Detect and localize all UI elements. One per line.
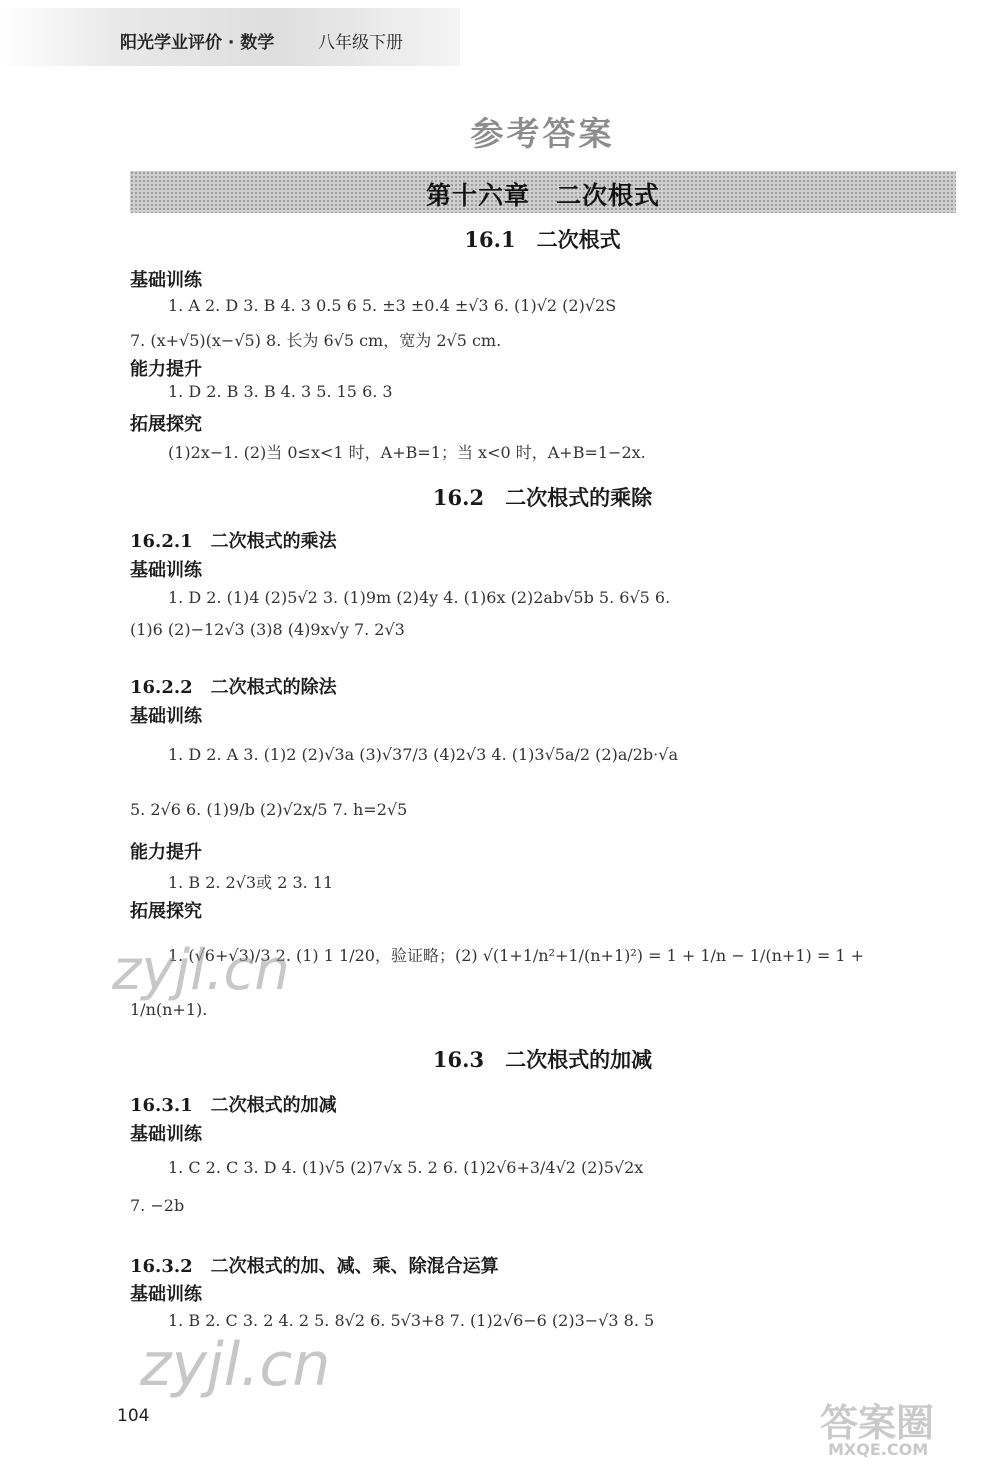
- subsection-title-16-2-2: 16.2.2 二次根式的除法: [130, 677, 337, 698]
- basic-training-label: 基础训练: [130, 706, 202, 727]
- answer-line: 1. B 2. 2√3或 2 3. 11: [168, 873, 334, 892]
- subsection-title-16-3-2: 16.3.2 二次根式的加、减、乘、除混合运算: [130, 1256, 499, 1277]
- basic-training-label: 基础训练: [130, 1124, 202, 1145]
- chapter-bar: [130, 171, 956, 213]
- answer-line: 1. C 2. C 3. D 4. (1)√5 (2)7√x 5. 2 6. (1)2√6+3/4√2 (2)5√2x: [168, 1158, 644, 1177]
- watermark-logo-text: 答案圈: [820, 1401, 935, 1445]
- answer-line: 7. −2b: [130, 1196, 185, 1215]
- answer-line: 1. D 2. A 3. (1)2 (2)√3a (3)√37/3 (4)2√3 4. (1)3√5a/2 (2)a/2b·√a: [168, 745, 678, 764]
- basic-training-label: 基础训练: [130, 1284, 202, 1305]
- section-title-16-2: 16.2 二次根式的乘除: [432, 485, 653, 510]
- watermark-text: zyjl.cn: [112, 938, 290, 1003]
- answer-line: 1. B 2. C 3. 2 4. 2 5. 8√2 6. 5√3+8 7. (1)2√6−6 (2)3−√3 8. 5: [168, 1311, 655, 1330]
- answer-line: 1. D 2. B 3. B 4. 3 5. 15 6. 3: [168, 382, 393, 401]
- watermark-text: zyjl.cn: [140, 1330, 331, 1400]
- answer-line: 1/n(n+1).: [130, 1000, 208, 1019]
- page-title: 参考答案: [470, 114, 615, 153]
- answer-line: (1)6 (2)−12√3 (3)8 (4)9x√y 7. 2√3: [130, 620, 405, 639]
- watermark-logo-site: MXQE.COM: [828, 1440, 929, 1459]
- answer-line: 7. (x+√5)(x−√5) 8. 长为 6√5 cm，宽为 2√5 cm.: [130, 331, 502, 350]
- answer-line: 5. 2√6 6. (1)9/b (2)√2x/5 7. h=2√5: [130, 800, 408, 819]
- page-number: 104: [117, 1406, 150, 1426]
- book-title: 阳光学业评价 · 数学: [120, 33, 275, 53]
- chapter-title: 第十六章 二次根式: [425, 181, 660, 210]
- answer-line: 1. A 2. D 3. B 4. 3 0.5 6 5. ±3 ±0.4 ±√3 6. (1)√2 (2)√2S: [168, 296, 617, 315]
- answer-line: (1)2x−1. (2)当 0≤x<1 时，A+B=1；当 x<0 时，A+B=1−2x.: [168, 443, 646, 462]
- ability-label: 能力提升: [130, 359, 202, 380]
- subsection-title-16-2-1: 16.2.1 二次根式的乘法: [130, 531, 337, 552]
- answer-line: 1. (√6+√3)/3 2. (1) 1 1/20，验证略；(2) √(1+1/n²+1/(n+1)²) = 1 + 1/n − 1/(n+1) = 1 +: [168, 946, 865, 965]
- grade-label: 八年级下册: [318, 33, 403, 53]
- watermark-logo: [800, 1392, 980, 1462]
- basic-training-label: 基础训练: [130, 560, 202, 581]
- subsection-title-16-3-1: 16.3.1 二次根式的加减: [130, 1095, 337, 1116]
- ability-label: 能力提升: [130, 842, 202, 863]
- explore-label: 拓展探究: [130, 901, 202, 922]
- basic-training-label: 基础训练: [130, 270, 202, 291]
- explore-label: 拓展探究: [130, 414, 202, 435]
- section-title-16-1: 16.1 二次根式: [464, 227, 621, 252]
- section-title-16-3: 16.3 二次根式的加减: [432, 1047, 653, 1072]
- answer-line: 1. D 2. (1)4 (2)5√2 3. (1)9m (2)4y 4. (1)6x (2)2ab√5b 5. 6√5 6.: [168, 588, 671, 607]
